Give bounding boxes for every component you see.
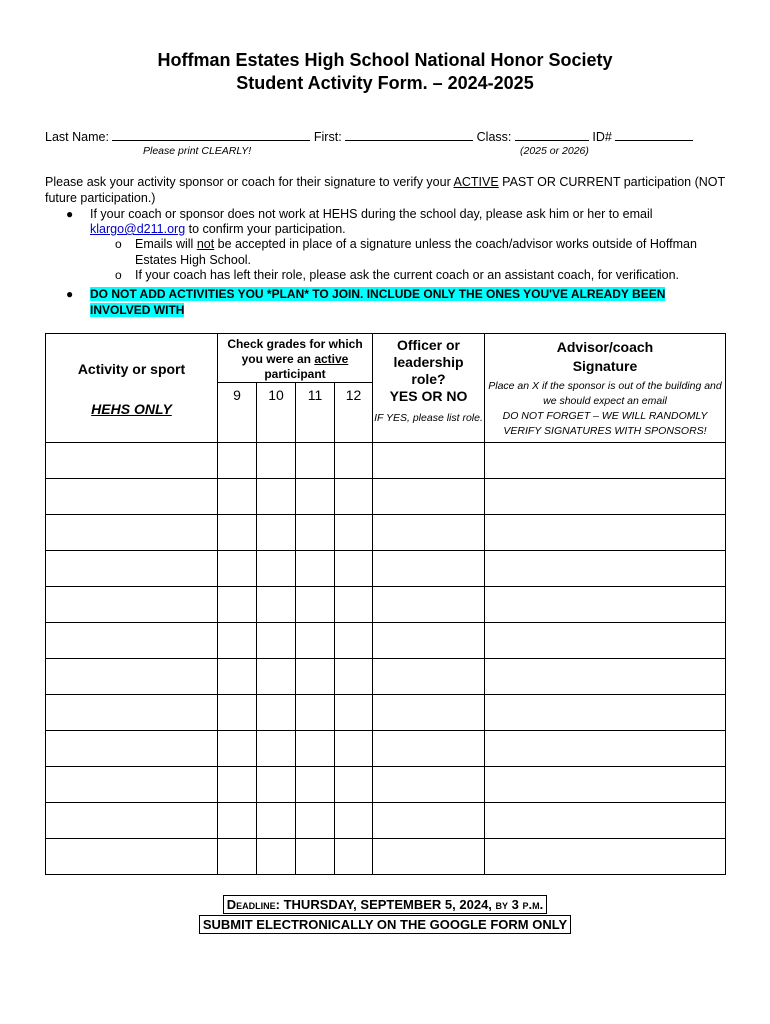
bullet-dot-1: ● <box>66 207 74 221</box>
grade-11-check[interactable] <box>296 479 335 515</box>
table-row <box>46 551 726 587</box>
grade-10-check[interactable] <box>257 767 296 803</box>
advisor-signature-cell[interactable] <box>485 731 726 767</box>
advisor-signature-cell[interactable] <box>485 767 726 803</box>
activity-cell[interactable] <box>46 623 218 659</box>
activity-rows <box>46 443 726 875</box>
bullet2-text-1: DO NOT ADD ACTIVITIES YOU *PLAN* TO JOIN. INCLUDE ONLY THE ONES YOU'VE ALREADY BEEN <box>90 287 666 301</box>
activity-cell[interactable] <box>46 659 218 695</box>
officer-role-cell[interactable] <box>373 551 485 587</box>
grade-9-check[interactable] <box>218 731 257 767</box>
grade-9-check[interactable] <box>218 479 257 515</box>
deadline-by: by <box>495 897 509 912</box>
grade-9-check[interactable] <box>218 803 257 839</box>
grades-header-post: participant <box>264 367 326 381</box>
grade-9-check[interactable] <box>218 515 257 551</box>
grade-9-check[interactable] <box>218 587 257 623</box>
table-row <box>46 443 726 479</box>
first-name-field[interactable] <box>345 129 473 141</box>
activity-header-cell <box>46 334 218 443</box>
advisor-signature-cell[interactable] <box>485 551 726 587</box>
activity-cell[interactable] <box>46 695 218 731</box>
intro-text-post: PAST OR CURRENT participation (NOT <box>498 175 726 189</box>
last-name-field[interactable] <box>112 129 310 141</box>
sub-bullet-2: o <box>115 268 122 282</box>
grade-12-check[interactable] <box>335 839 373 875</box>
grade-12-check[interactable] <box>335 659 373 695</box>
id-label: ID# <box>592 130 612 144</box>
sub1-line2: Estates High School. <box>135 253 252 267</box>
bullet2-text-2: INVOLVED WITH <box>90 303 185 317</box>
grade-12-check[interactable] <box>335 515 373 551</box>
form-title-line1: Hoffman Estates High School National Honor Society <box>157 50 613 70</box>
officer-header-line2: leadership <box>393 354 464 370</box>
officer-role-cell[interactable] <box>373 659 485 695</box>
officer-role-cell[interactable] <box>373 767 485 803</box>
grade-9-check[interactable] <box>218 623 257 659</box>
table-row <box>46 803 726 839</box>
sub1-text-pre: Emails will <box>135 237 197 251</box>
table-row <box>46 587 726 623</box>
table-row <box>46 659 726 695</box>
sponsor-email-link[interactable]: klargo@d211.org <box>90 222 186 236</box>
advisor-signature-cell[interactable] <box>485 659 726 695</box>
grade-11-check[interactable] <box>296 551 335 587</box>
officer-role-cell[interactable] <box>373 515 485 551</box>
activity-cell[interactable] <box>46 515 218 551</box>
advisor-note-1: Place an X if the sponsor is out of the building and we should expect an email <box>488 380 722 407</box>
officer-role-cell[interactable] <box>373 839 485 875</box>
activity-cell[interactable] <box>46 479 218 515</box>
grade-10-check[interactable] <box>257 731 296 767</box>
deadline-time: 3 <box>508 897 523 912</box>
grade-11-check[interactable] <box>296 767 335 803</box>
sub1-line1 <box>135 237 697 252</box>
activity-cell[interactable] <box>46 803 218 839</box>
grade-12-check[interactable] <box>335 695 373 731</box>
name-fields-row <box>45 129 693 145</box>
officer-role-cell[interactable] <box>373 587 485 623</box>
class-hint: (2025 or 2026) <box>520 145 589 157</box>
grade-9-check[interactable] <box>218 695 257 731</box>
advisor-signature-cell[interactable] <box>485 839 726 875</box>
table-row <box>46 839 726 875</box>
grade-10-check[interactable] <box>257 443 296 479</box>
officer-header-line1: Officer or <box>396 337 460 353</box>
officer-role-cell[interactable] <box>373 443 485 479</box>
sub1-text-not: not <box>196 237 215 251</box>
deadline-date: THURSDAY, SEPTEMBER 5, 2024, <box>279 897 496 912</box>
officer-header-line3: role? <box>411 371 446 387</box>
id-field[interactable] <box>615 129 693 141</box>
grade-11-check[interactable] <box>296 659 335 695</box>
first-name-label: First: <box>313 130 342 144</box>
deadline-label: Deadline: <box>226 897 280 912</box>
submit-box: SUBMIT ELECTRONICALLY ON THE GOOGLE FORM ONLY <box>199 915 571 934</box>
advisor-header-cell <box>485 334 726 443</box>
grade-10-check[interactable] <box>257 623 296 659</box>
grade-12-check[interactable] <box>335 623 373 659</box>
officer-role-cell[interactable] <box>373 731 485 767</box>
bullet-dot-2: ● <box>66 287 74 301</box>
deadline-box <box>223 895 548 914</box>
activity-table <box>45 333 726 875</box>
officer-header-line4: YES OR NO <box>389 388 468 404</box>
advisor-header-line1: Advisor/coach <box>556 339 654 355</box>
officer-role-cell[interactable] <box>373 695 485 731</box>
intro-line2: future participation.) <box>45 191 156 205</box>
sub-bullet-1: o <box>115 237 122 251</box>
intro-text-active: ACTIVE <box>453 175 499 189</box>
table-row <box>46 731 726 767</box>
grade-12-check[interactable] <box>335 479 373 515</box>
grade-9-check[interactable] <box>218 839 257 875</box>
officer-note: IF YES, please list role. <box>374 412 483 424</box>
deadline-line <box>0 895 770 914</box>
advisor-signature-cell[interactable] <box>485 695 726 731</box>
activity-subheader: HEHS ONLY <box>91 401 172 417</box>
grades-header-active: active <box>314 352 349 366</box>
officer-role-cell[interactable] <box>373 479 485 515</box>
grade-9-check[interactable] <box>218 443 257 479</box>
grades-header-cell <box>218 334 373 383</box>
grade-12-check[interactable] <box>335 767 373 803</box>
advisor-header-line2: Signature <box>572 358 638 374</box>
table-row <box>46 767 726 803</box>
class-field[interactable] <box>515 129 589 141</box>
table-row <box>46 623 726 659</box>
grade-12-header: 12 <box>335 383 373 443</box>
grades-header-pre: Check grades for which you were an <box>227 337 363 366</box>
bullet1-line1: If your coach or sponsor does not work at HEHS during the school day, please ask him or her to email <box>90 207 653 221</box>
intro-text-pre: Please ask your activity sponsor or coach for their signature to verify your <box>45 175 454 189</box>
activity-cell[interactable] <box>46 731 218 767</box>
grade-11-check[interactable] <box>296 839 335 875</box>
table-header-row-1 <box>46 334 726 383</box>
print-hint: Please print CLEARLY! <box>143 145 252 157</box>
grade-11-check[interactable] <box>296 695 335 731</box>
table-row <box>46 479 726 515</box>
grade-11-check[interactable] <box>296 731 335 767</box>
bullet1-line2 <box>90 222 346 237</box>
activity-header: Activity or sport <box>77 361 186 377</box>
activity-cell[interactable] <box>46 551 218 587</box>
grade-10-check[interactable] <box>257 803 296 839</box>
officer-role-cell[interactable] <box>373 623 485 659</box>
grade-9-check[interactable] <box>218 767 257 803</box>
advisor-signature-cell[interactable] <box>485 803 726 839</box>
advisor-signature-cell[interactable] <box>485 515 726 551</box>
grade-10-check[interactable] <box>257 479 296 515</box>
grade-12-check[interactable] <box>335 803 373 839</box>
grade-9-check[interactable] <box>218 551 257 587</box>
grade-9-check[interactable] <box>218 659 257 695</box>
form-title-line2: Student Activity Form. – 2024-2025 <box>236 73 534 93</box>
advisor-signature-cell[interactable] <box>485 587 726 623</box>
table-row <box>46 695 726 731</box>
grade-10-check[interactable] <box>257 839 296 875</box>
officer-role-cell[interactable] <box>373 803 485 839</box>
class-label: Class: <box>476 130 512 144</box>
sub2-line: If your coach has left their role, please ask the current coach or an assistant coach, for verification. <box>135 268 680 282</box>
activity-cell[interactable] <box>46 443 218 479</box>
grade-11-check[interactable] <box>296 623 335 659</box>
advisor-signature-cell[interactable] <box>485 443 726 479</box>
grade-11-check[interactable] <box>296 443 335 479</box>
grade-11-check[interactable] <box>296 515 335 551</box>
grade-11-check[interactable] <box>296 803 335 839</box>
last-name-label: Last Name: <box>45 130 109 144</box>
sub1-text-post: be accepted in place of a signature unless the coach/advisor works outside of Hoffman <box>214 237 697 251</box>
grade-10-check[interactable] <box>257 551 296 587</box>
advisor-signature-cell[interactable] <box>485 623 726 659</box>
grade-12-check[interactable] <box>335 731 373 767</box>
activity-cell[interactable] <box>46 767 218 803</box>
grade-11-check[interactable] <box>296 587 335 623</box>
grade-10-check[interactable] <box>257 515 296 551</box>
advisor-note-2: DO NOT FORGET – WE WILL RANDOMLY VERIFY SIGNATURES WITH SPONSORS! <box>502 410 708 437</box>
advisor-signature-cell[interactable] <box>485 479 726 515</box>
grade-11-header: 11 <box>296 383 335 443</box>
grade-12-check[interactable] <box>335 551 373 587</box>
bullet2-line1 <box>90 286 665 302</box>
intro-line1 <box>45 175 725 190</box>
grade-10-check[interactable] <box>257 695 296 731</box>
officer-header-cell <box>373 334 485 443</box>
grade-10-check[interactable] <box>257 587 296 623</box>
grade-10-check[interactable] <box>257 659 296 695</box>
activity-cell[interactable] <box>46 587 218 623</box>
submit-line <box>0 915 770 934</box>
bullet2-line2 <box>90 302 184 318</box>
deadline-pm: p.m. <box>522 897 544 912</box>
bullet1-line2-text: to confirm your participation. <box>185 222 346 236</box>
grade-12-check[interactable] <box>335 443 373 479</box>
table-row <box>46 515 726 551</box>
grade-9-header: 9 <box>218 383 257 443</box>
activity-cell[interactable] <box>46 839 218 875</box>
grade-12-check[interactable] <box>335 587 373 623</box>
grade-10-header: 10 <box>257 383 296 443</box>
